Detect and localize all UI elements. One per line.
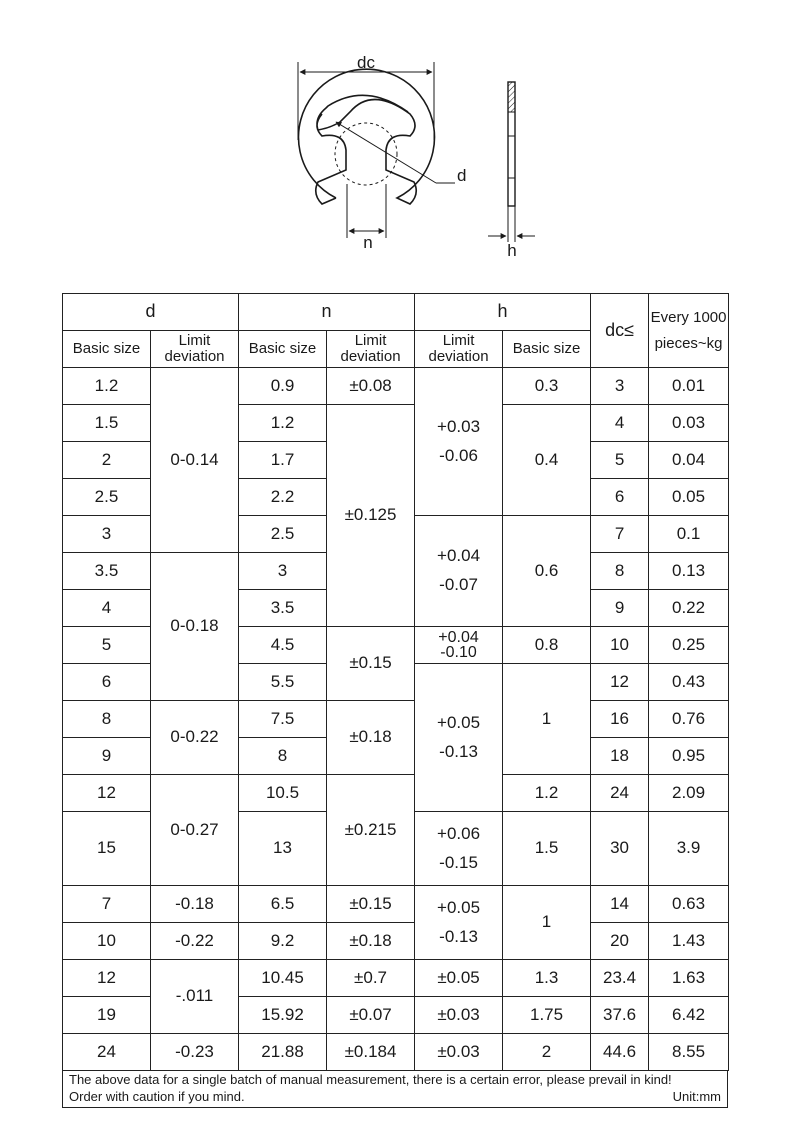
cell-dc: 24 [591, 775, 649, 812]
cell-h: 0.8 [503, 627, 591, 664]
cell-dc: 8 [591, 553, 649, 590]
unit-label: Unit:mm [672, 1089, 721, 1104]
e-ring-drawing [0, 0, 790, 290]
cell-dc: 3 [591, 368, 649, 405]
spec-table [62, 293, 729, 1071]
cell-n: 13 [239, 812, 327, 886]
cell-h-deviation: ±0.03 [415, 997, 503, 1034]
cell-weight: 0.01 [649, 368, 729, 405]
cell-h: 0.4 [503, 405, 591, 516]
cell-n-deviation: ±0.08 [327, 368, 415, 405]
cell-n-deviation: ±0.18 [327, 923, 415, 960]
d-dimension-line [336, 122, 436, 183]
header-h-limit-deviation: Limit deviation [415, 331, 503, 368]
cell-n: 9.2 [239, 923, 327, 960]
cell-dc: 37.6 [591, 997, 649, 1034]
header-n-limit-deviation: Limit deviation [327, 331, 415, 368]
cell-d: 3.5 [63, 553, 151, 590]
cell-h-deviation: +0.04 -0.07 [415, 516, 503, 627]
cell-n: 1.7 [239, 442, 327, 479]
cell-dc: 16 [591, 701, 649, 738]
cell-dc: 14 [591, 886, 649, 923]
cell-d: 5 [63, 627, 151, 664]
cell-h: 1.5 [503, 812, 591, 886]
cell-weight: 0.25 [649, 627, 729, 664]
cell-weight: 0.76 [649, 701, 729, 738]
cell-n: 10.5 [239, 775, 327, 812]
cell-h-deviation: ±0.03 [415, 1034, 503, 1071]
cell-h-deviation: ±0.05 [415, 960, 503, 997]
cell-weight: 0.1 [649, 516, 729, 553]
cell-n: 4.5 [239, 627, 327, 664]
cell-n: 21.88 [239, 1034, 327, 1071]
cell-h: 0.6 [503, 516, 591, 627]
cell-n: 5.5 [239, 664, 327, 701]
cell-d: 6 [63, 664, 151, 701]
cell-dc: 30 [591, 812, 649, 886]
cell-h: 1 [503, 886, 591, 960]
cell-d: 10 [63, 923, 151, 960]
cell-dc: 5 [591, 442, 649, 479]
e-ring-front-view [298, 69, 434, 204]
cell-h-deviation: +0.03 -0.06 [415, 368, 503, 516]
cell-dc: 4 [591, 405, 649, 442]
header-d-limit-deviation: Limit deviation [151, 331, 239, 368]
cell-weight: 1.43 [649, 923, 729, 960]
cell-weight: 0.43 [649, 664, 729, 701]
footnote [62, 1070, 728, 1108]
cell-n-deviation: ±0.07 [327, 997, 415, 1034]
cell-n-deviation: ±0.7 [327, 960, 415, 997]
cell-d-deviation: 0-0.22 [151, 701, 239, 775]
header-dc: dc≤ [591, 294, 649, 368]
cell-d-deviation: 0-0.14 [151, 368, 239, 553]
footnote-line-2: Order with caution if you mind. [69, 1089, 245, 1104]
cell-n-deviation: ±0.215 [327, 775, 415, 886]
cell-n: 0.9 [239, 368, 327, 405]
cell-h: 1 [503, 664, 591, 775]
dc-label: dc [357, 53, 375, 72]
header-n-basic-size: Basic size [239, 331, 327, 368]
cell-d: 2.5 [63, 479, 151, 516]
header-n: n [239, 294, 415, 331]
cell-n: 7.5 [239, 701, 327, 738]
cell-n-deviation: ±0.184 [327, 1034, 415, 1071]
header-d-basic-size: Basic size [63, 331, 151, 368]
cell-dc: 44.6 [591, 1034, 649, 1071]
cell-d-deviation: 0-0.18 [151, 553, 239, 701]
cell-d: 8 [63, 701, 151, 738]
cell-n: 6.5 [239, 886, 327, 923]
cell-dc: 6 [591, 479, 649, 516]
cell-d: 19 [63, 997, 151, 1034]
cell-weight: 1.63 [649, 960, 729, 997]
cell-d: 9 [63, 738, 151, 775]
cell-weight: 3.9 [649, 812, 729, 886]
cell-d: 4 [63, 590, 151, 627]
cell-n: 1.2 [239, 405, 327, 442]
cell-weight: 0.63 [649, 886, 729, 923]
cell-d: 24 [63, 1034, 151, 1071]
cell-weight: 0.05 [649, 479, 729, 516]
cell-weight: 0.13 [649, 553, 729, 590]
cell-n: 15.92 [239, 997, 327, 1034]
n-label: n [363, 233, 373, 252]
cell-n: 3 [239, 553, 327, 590]
cell-d-deviation: -.011 [151, 960, 239, 1034]
cell-d-deviation: -0.22 [151, 923, 239, 960]
cell-d: 12 [63, 775, 151, 812]
cell-dc: 7 [591, 516, 649, 553]
cell-h-deviation: +0.05 -0.13 [415, 664, 503, 812]
cell-d-deviation: -0.18 [151, 886, 239, 923]
cell-h: 0.3 [503, 368, 591, 405]
cell-dc: 20 [591, 923, 649, 960]
cell-n: 3.5 [239, 590, 327, 627]
cell-n-deviation: ±0.15 [327, 627, 415, 701]
cell-dc: 10 [591, 627, 649, 664]
cell-d: 3 [63, 516, 151, 553]
footnote-line-1: The above data for a single batch of manual measurement, there is a certain error, please prevail in kind! [69, 1072, 672, 1087]
cell-h: 2 [503, 1034, 591, 1071]
cell-d-deviation: 0-0.27 [151, 775, 239, 886]
cell-dc: 9 [591, 590, 649, 627]
cell-n: 2.2 [239, 479, 327, 516]
header-h-basic-size: Basic size [503, 331, 591, 368]
cell-d-deviation: -0.23 [151, 1034, 239, 1071]
cell-weight: 0.95 [649, 738, 729, 775]
cell-d: 1.2 [63, 368, 151, 405]
cell-h: 1.2 [503, 775, 591, 812]
cell-n-deviation: ±0.15 [327, 886, 415, 923]
header-weight: Every 1000 pieces~kg [649, 294, 729, 368]
cell-dc: 12 [591, 664, 649, 701]
cell-weight: 0.04 [649, 442, 729, 479]
cell-weight: 0.22 [649, 590, 729, 627]
cell-d: 15 [63, 812, 151, 886]
cell-weight: 6.42 [649, 997, 729, 1034]
cell-h-deviation: +0.04 -0.10 [415, 627, 503, 664]
cell-dc: 23.4 [591, 960, 649, 997]
cell-weight: 0.03 [649, 405, 729, 442]
cell-h-deviation: +0.05 -0.13 [415, 886, 503, 960]
cell-d: 2 [63, 442, 151, 479]
h-label: h [507, 241, 517, 260]
cell-d: 1.5 [63, 405, 151, 442]
cell-n: 10.45 [239, 960, 327, 997]
cell-h: 1.75 [503, 997, 591, 1034]
cell-n: 2.5 [239, 516, 327, 553]
cell-n-deviation: ±0.125 [327, 405, 415, 627]
cell-h-deviation: +0.06 -0.15 [415, 812, 503, 886]
cell-n: 8 [239, 738, 327, 775]
cell-d: 12 [63, 960, 151, 997]
e-ring-side-view [508, 82, 515, 206]
cell-n-deviation: ±0.18 [327, 701, 415, 775]
cell-d: 7 [63, 886, 151, 923]
cell-weight: 8.55 [649, 1034, 729, 1071]
cell-h: 1.3 [503, 960, 591, 997]
cell-dc: 18 [591, 738, 649, 775]
header-h: h [415, 294, 591, 331]
header-d: d [63, 294, 239, 331]
cell-weight: 2.09 [649, 775, 729, 812]
d-label: d [457, 166, 467, 185]
